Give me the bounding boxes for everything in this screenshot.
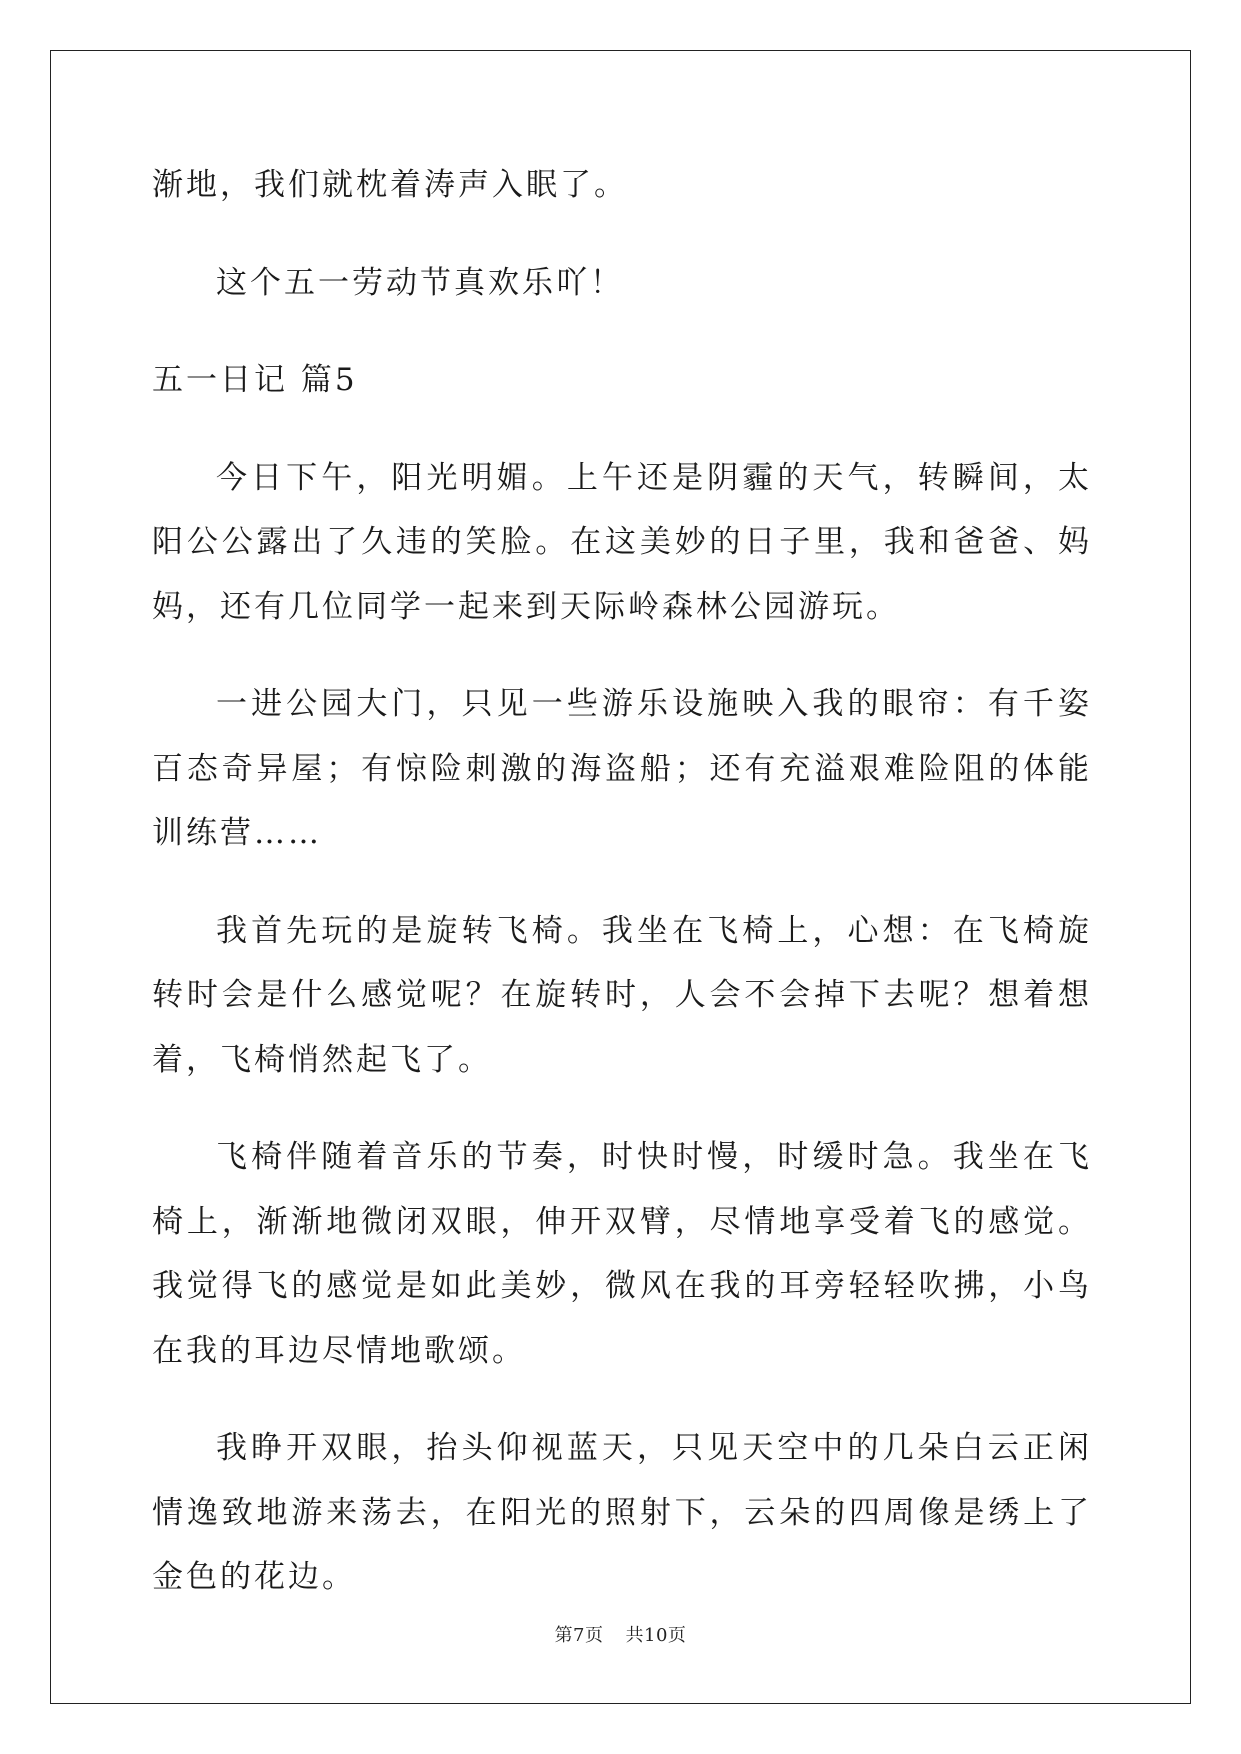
page-number: 第7页: [554, 1625, 604, 1646]
paragraph-continuation: 渐地，我们就枕着涛声入眠了。: [152, 167, 628, 203]
paragraph: 一进公园大门，只见一些游乐设施映入我的眼帘：有千姿百态奇异屋；有惊险刺激的海盗船；还有充溢艰难险阻的体能训练营……: [152, 686, 1092, 851]
paragraph: 我睁开双眼，抬头仰视蓝天，只见天空中的几朵白云正闲情逸致地游来荡去，在阳光的照射下，云朵的四周像是绣上了金色的花边。: [152, 1430, 1092, 1595]
section-heading: 五一日记 篇5: [152, 362, 358, 398]
paragraph: 这个五一劳动节真欢乐吖！: [216, 264, 624, 301]
paragraph: 飞椅伴随着音乐的节奏，时快时慢，时缓时急。我坐在飞椅上，渐渐地微闭双眼，伸开双臂，尽情地享受着飞的感觉。我觉得飞的感觉是如此美妙，微风在我的耳旁轻轻吹拂，小鸟在我的耳边尽情地歌颂。: [152, 1139, 1092, 1369]
page-total: 共10页: [625, 1625, 687, 1646]
page-footer: [0, 1621, 1241, 1647]
paragraph: 我首先玩的是旋转飞椅。我坐在飞椅上，心想：在飞椅旋转时会是什么感觉呢？在旋转时，人会不会掉下去呢？想着想着，飞椅悄然起飞了。: [152, 912, 1092, 1078]
document-body: [152, 153, 1092, 1643]
paragraph: 今日下午，阳光明媚。上午还是阴霾的天气，转瞬间，太阳公公露出了久违的笑脸。在这美妙的日子里，我和爸爸、妈妈，还有几位同学一起来到天际岭森林公园游玩。: [152, 459, 1092, 625]
